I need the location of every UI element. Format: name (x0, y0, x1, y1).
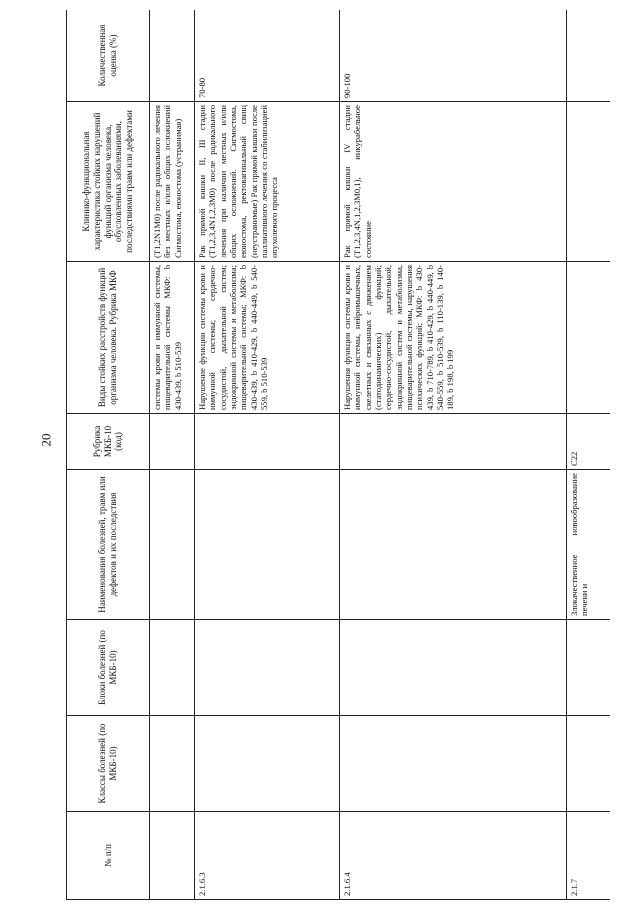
cell-classes (340, 716, 567, 812)
cell-rubric (340, 414, 567, 470)
header-percent: Количественная оценка (%) (67, 10, 150, 102)
cell-percent: 70-80 (195, 10, 340, 102)
cell-names (150, 470, 195, 620)
cell-percent: 90-100 (340, 10, 567, 102)
table-viewport (66, 10, 610, 900)
cell-percent (567, 10, 611, 102)
cell-classes (567, 716, 611, 812)
cell-types: Нарушения функции системы крови и иммунной системы, нейромышечных, скелетных и связанных с движением (статодинамических) функций; сердечно-сосудистой, дыхательной, эндокринной систем и метаболизма, пищеварительной системы, нарушения психических функций; МКФ: b 430-439, b 710-789, b 410-429, b 440-449, b 540-559, b 510-539, b 110-139, b 140-189, b 198, b 199 (340, 262, 567, 414)
header-num: № п/п (67, 812, 150, 900)
cell-classes (195, 716, 340, 812)
cell-blocks (340, 620, 567, 716)
rotated-page (66, 10, 610, 900)
cell-num: 2.1.6.3 (195, 812, 340, 900)
header-classes: Классы болезней (по МКБ-10) (67, 716, 150, 812)
cell-rubric (150, 414, 195, 470)
cell-classes (150, 716, 195, 812)
table-row (150, 10, 195, 900)
header-blocks: Блоки болезней (по МКБ-10) (67, 620, 150, 716)
cell-names: Злокачественное новообразование печени и (567, 470, 611, 620)
cell-clinical: Рак прямой кишки IV стадии (T1,2,3,4N,1,2,3M0,1), инкурабельное состояние (340, 102, 567, 262)
table-row (567, 10, 611, 900)
cell-names (340, 470, 567, 620)
table-row (340, 10, 567, 900)
header-clinical: Клинико-функциональная характеристика стойких нарушений функций организма человека, обусловленных заболеваниями, последствиями травм или дефектами (67, 102, 150, 262)
cell-num: 2.1.7 (567, 812, 611, 900)
cell-blocks (150, 620, 195, 716)
cell-clinical: Рак прямой кишки II, III стадии (T1,2,3,4N1,2,3M0) после радикального лечения при наличии местных и/или общих осложнений. Сигмостома, еюностома, ректовагинальный свищ (неустранимые) Рак прямой кишки после паллиативного лечения со стабилизацией опухолевого процесса (195, 102, 340, 262)
table-row (195, 10, 340, 900)
cell-rubric (195, 414, 340, 470)
header-types: Виды стойких расстройств функций организма человека. Рубрика МКФ (67, 262, 150, 414)
cell-percent (150, 10, 195, 102)
cell-num (150, 812, 195, 900)
cell-blocks (567, 620, 611, 716)
cell-rubric: C22 (567, 414, 611, 470)
cell-types (567, 262, 611, 414)
header-names: Наименования болезней, травм или дефектов и их последствия (67, 470, 150, 620)
cell-types: системы крови и иммунной системы, пищеварительной системы МКФ: b 430-439, b 510-539 (150, 262, 195, 414)
disability-criteria-table (66, 10, 610, 900)
cell-blocks (195, 620, 340, 716)
cell-names (195, 470, 340, 620)
cell-types: Нарушение функции системы крови и иммунной системы; сердечно-сосудистой, дыхательной систем; эндокринной системы и метаболизма; пищеварительной системы; МКФ: b 430-439, b 410-429, b 440-449, b 540-559, b 510-539 (195, 262, 340, 414)
header-rubric: Рубрика МКБ-10 (код) (67, 414, 150, 470)
cell-clinical: (T1,2N1M0) после радикального лечения без местных и/или общих осложнений Сигмостома, еюностома (устранимая) (150, 102, 195, 262)
cell-clinical (567, 102, 611, 262)
cell-num: 2.1.6.4 (340, 812, 567, 900)
page-number: 20 (38, 433, 54, 447)
header-row (67, 10, 150, 900)
